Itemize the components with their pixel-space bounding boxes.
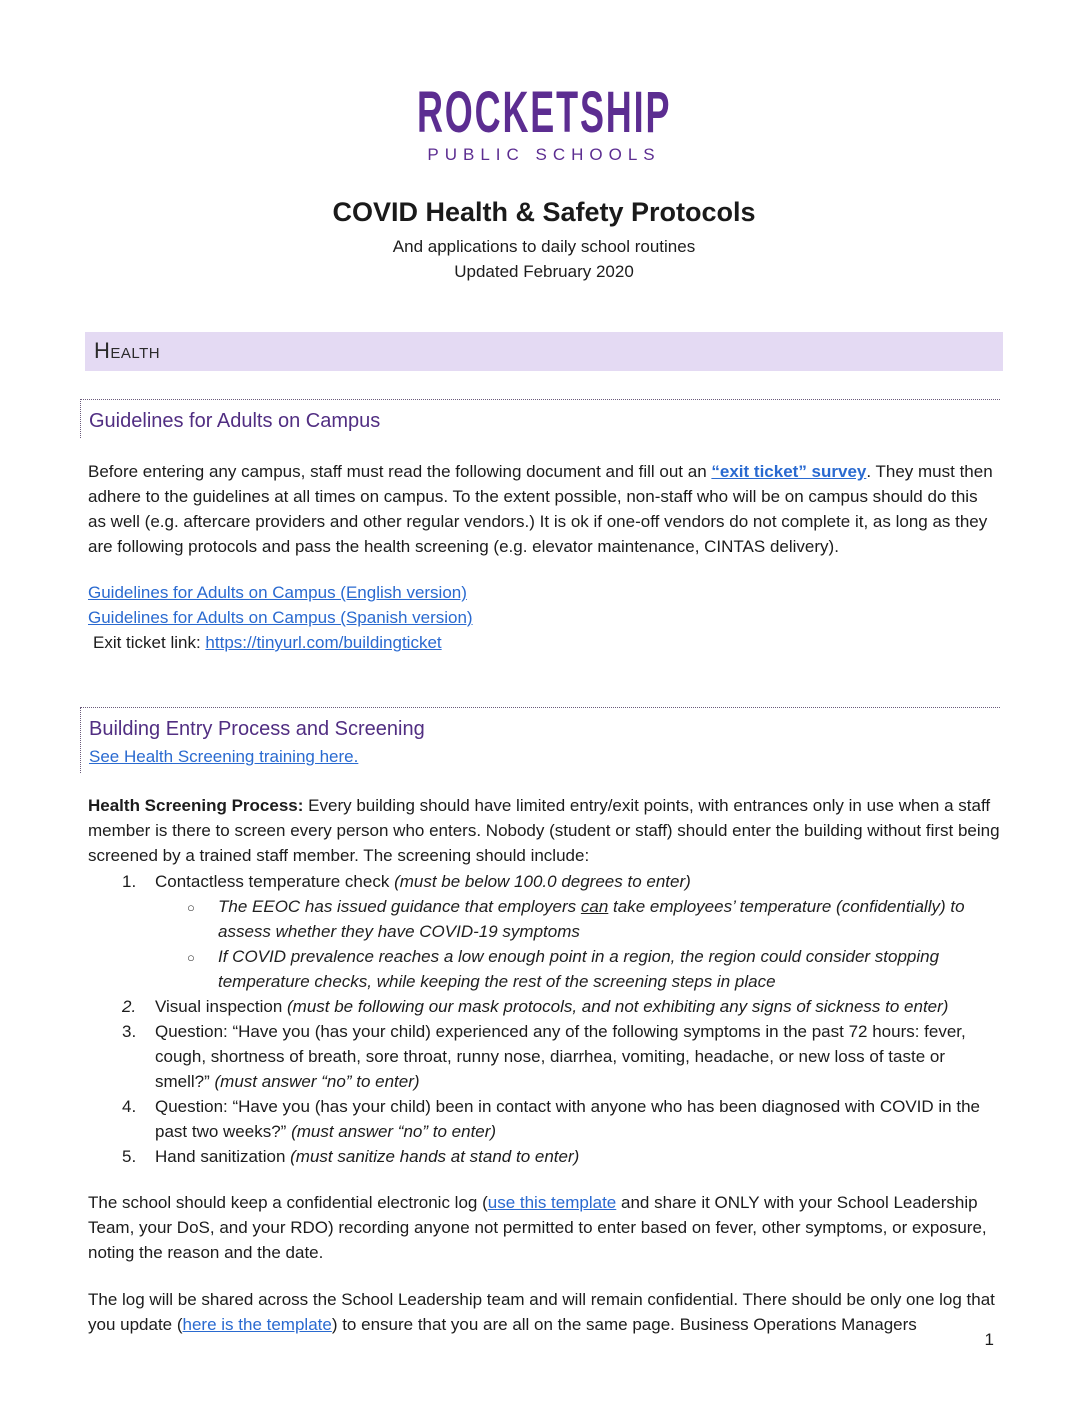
paragraph-text: The log will be shared across the School Leadership team and will remain confidential. There should be only one log that you update ( (88, 1290, 995, 1334)
process-body: Every building should have limited entry/exit points, with entrances only in use when a staff member is there to screen every person who enters. Nobody (student or staff) should enter the building without first being screened by a trained staff member. The screening should include: (88, 796, 1000, 865)
link-row (88, 580, 1000, 605)
paragraph-text: The school should keep a confidential electronic log ( (88, 1193, 488, 1212)
step-text: Visual inspection (155, 997, 287, 1016)
list-item (88, 869, 1000, 894)
page-subtitle (0, 234, 1088, 284)
exit-ticket-label: Exit ticket link: (93, 633, 206, 652)
list-subitem (88, 944, 1000, 994)
subtitle-line-1: And applications to daily school routines (392, 237, 696, 256)
list-number: 2. (122, 997, 137, 1016)
circle-bullet-icon: ○ (187, 950, 195, 965)
step-text: Question: “Have you (has your child) experienced any of the following symptoms in the past 72 hours: fever, cough, shortness of breath, sore throat, runny nose, diarrhea, vomiting, headache, or new loss of taste or smell?” (155, 1022, 966, 1091)
subitem-underlined-text: can (580, 897, 609, 916)
building-entry-heading: Building Entry Process and Screening (89, 718, 425, 740)
health-screening-training-link[interactable]: See Health Screening training here. (89, 747, 359, 766)
subitem-text: If COVID prevalence reaches a low enough point in a region, the region could consider stopping temperature checks, while keeping the rest of the screening steps in place (218, 947, 940, 991)
log-sharing-paragraph (88, 1287, 1000, 1337)
exit-ticket-url-link[interactable]: https://tinyurl.com/buildingticket (205, 633, 442, 652)
list-number: 1. (122, 872, 137, 891)
paragraph-text: . They must then adhere to the guidelines at all times on campus. To the extent possible, non-staff who will be on campus should do this as well (e.g. aftercare providers and other regular vendors.) It is ok if one-off vendors do not complete it, as long as they are following protocols and pass the health screening (e.g. elevator maintenance, CINTAS delivery). (88, 462, 993, 556)
health-section-banner: Health (85, 332, 1003, 371)
guidelines-english-link[interactable]: Guidelines for Adults on Campus (English version) (88, 583, 467, 602)
use-this-template-link[interactable]: use this template (487, 1193, 617, 1212)
page-number: 1 (984, 1330, 994, 1349)
process-lead: Health Screening Process: (88, 796, 304, 815)
guidelines-heading: Guidelines for Adults on Campus (89, 410, 381, 432)
exit-ticket-row (88, 630, 1000, 655)
list-number: 5. (122, 1147, 137, 1166)
list-number: 4. (122, 1097, 137, 1116)
confidential-log-paragraph (88, 1190, 1000, 1265)
subitem-text: The EEOC has issued guidance that employers (218, 897, 581, 916)
guidelines-paragraph (88, 459, 1000, 559)
circle-bullet-icon: ○ (187, 900, 195, 915)
list-item (88, 1094, 1000, 1144)
subitem-text: take employees’ temperature (confidentially) to assess whether they have COVID-19 symptoms (218, 897, 965, 941)
step-note: (must be following our mask protocols, and not exhibiting any signs of sickness to enter) (287, 997, 949, 1016)
list-number: 3. (122, 1022, 137, 1041)
step-note: (must sanitize hands at stand to enter) (290, 1147, 580, 1166)
rocketship-logo (0, 0, 1088, 165)
exit-ticket-survey-link[interactable]: “exit ticket” survey (711, 462, 867, 481)
step-note: (must answer “no” to enter) (214, 1072, 420, 1091)
step-text: Hand sanitization (155, 1147, 291, 1166)
paragraph-text: and share it ONLY with your School Leadership Team, your DoS, and your RDO) recording anyone not permitted to enter based on fever, other symptoms, or exposure, noting the reason and the date. (88, 1193, 987, 1262)
step-note: (must be below 100.0 degrees to enter) (394, 872, 691, 891)
step-note: (must answer “no” to enter) (291, 1122, 497, 1141)
screening-process-paragraph (88, 793, 1000, 868)
here-is-the-template-link[interactable]: here is the template (182, 1315, 332, 1334)
guidelines-spanish-link[interactable]: Guidelines for Adults on Campus (Spanish version) (88, 608, 473, 627)
building-entry-section-box (80, 707, 1000, 773)
logo-wordmark: ROCKETSHIP (416, 80, 672, 145)
step-text: Contactless temperature check (155, 872, 395, 891)
paragraph-text: ) to ensure that you are all on the same page. Business Operations Managers (331, 1315, 917, 1334)
list-item (88, 994, 1000, 1019)
subtitle-line-2: Updated February 2020 (454, 262, 634, 281)
list-item (88, 1019, 1000, 1094)
training-link-row (89, 744, 1000, 769)
list-item (88, 1144, 1000, 1169)
screening-steps-list (88, 869, 1000, 1169)
logo-subtitle: PUBLIC SCHOOLS (427, 145, 661, 164)
paragraph-text: Before entering any campus, staff must read the following document and fill out an (88, 462, 712, 481)
guidelines-section-box (80, 399, 1000, 438)
list-subitem (88, 894, 1000, 944)
guidelines-links (88, 580, 1000, 655)
page-title: COVID Health & Safety Protocols (332, 197, 756, 227)
step-text: Question: “Have you (has your child) been in contact with anyone who has been diagnosed with COVID in the past two weeks?” (155, 1097, 980, 1141)
link-row (88, 605, 1000, 630)
